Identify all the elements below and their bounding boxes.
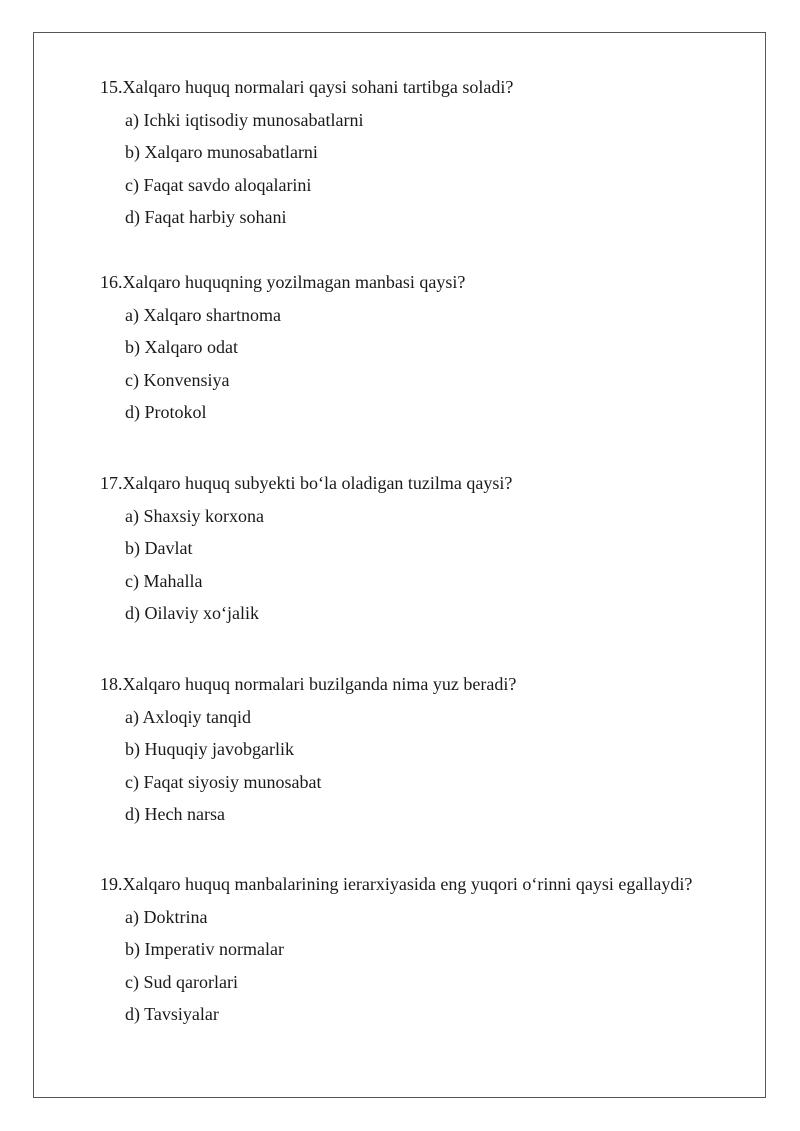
question-18 [100, 673, 760, 825]
option-c: c) Faqat siyosiy munosabat [125, 771, 322, 792]
option-d: d) Hech narsa [125, 804, 225, 824]
option-b: b) Huquqiy javobgarlik [125, 739, 294, 759]
question-text: 18.Xalqaro huquq normalari buzilganda nima yuz beradi? [100, 674, 517, 694]
question-text: 15.Xalqaro huquq normalari qaysi sohani tartibga soladi? [100, 77, 514, 97]
option-a: a) Shaxsiy korxona [125, 505, 264, 526]
option-d: d) Protokol [125, 402, 207, 422]
question-17 [100, 472, 760, 624]
option-d: d) Oilaviy xo‘jalik [125, 603, 259, 623]
question-text: 16.Xalqaro huquqning yozilmagan manbasi qaysi? [100, 272, 466, 292]
question-15 [100, 76, 760, 228]
option-a: a) Axloqiy tanqid [125, 706, 251, 727]
question-text: 19.Xalqaro huquq manbalarining ierarxiyasida eng yuqori o‘rinni qaysi egallaydi? [100, 874, 693, 894]
option-b: b) Imperativ normalar [125, 939, 284, 959]
option-d: d) Tavsiyalar [125, 1004, 219, 1024]
option-b: b) Davlat [125, 538, 193, 558]
question-16 [100, 271, 760, 423]
option-d: d) Faqat harbiy sohani [125, 207, 287, 227]
option-b: b) Xalqaro odat [125, 337, 238, 357]
option-c: c) Faqat savdo aloqalarini [125, 174, 312, 195]
option-c: c) Mahalla [125, 570, 203, 591]
option-a: a) Ichki iqtisodiy munosabatlarni [125, 109, 364, 130]
option-c: c) Konvensiya [125, 369, 230, 390]
option-a: a) Doktrina [125, 906, 208, 927]
option-b: b) Xalqaro munosabatlarni [125, 142, 318, 162]
question-19 [100, 873, 760, 1025]
question-text: 17.Xalqaro huquq subyekti bo‘la oladigan tuzilma qaysi? [100, 473, 513, 493]
option-a: a) Xalqaro shartnoma [125, 304, 281, 325]
option-c: c) Sud qarorlari [125, 971, 238, 992]
